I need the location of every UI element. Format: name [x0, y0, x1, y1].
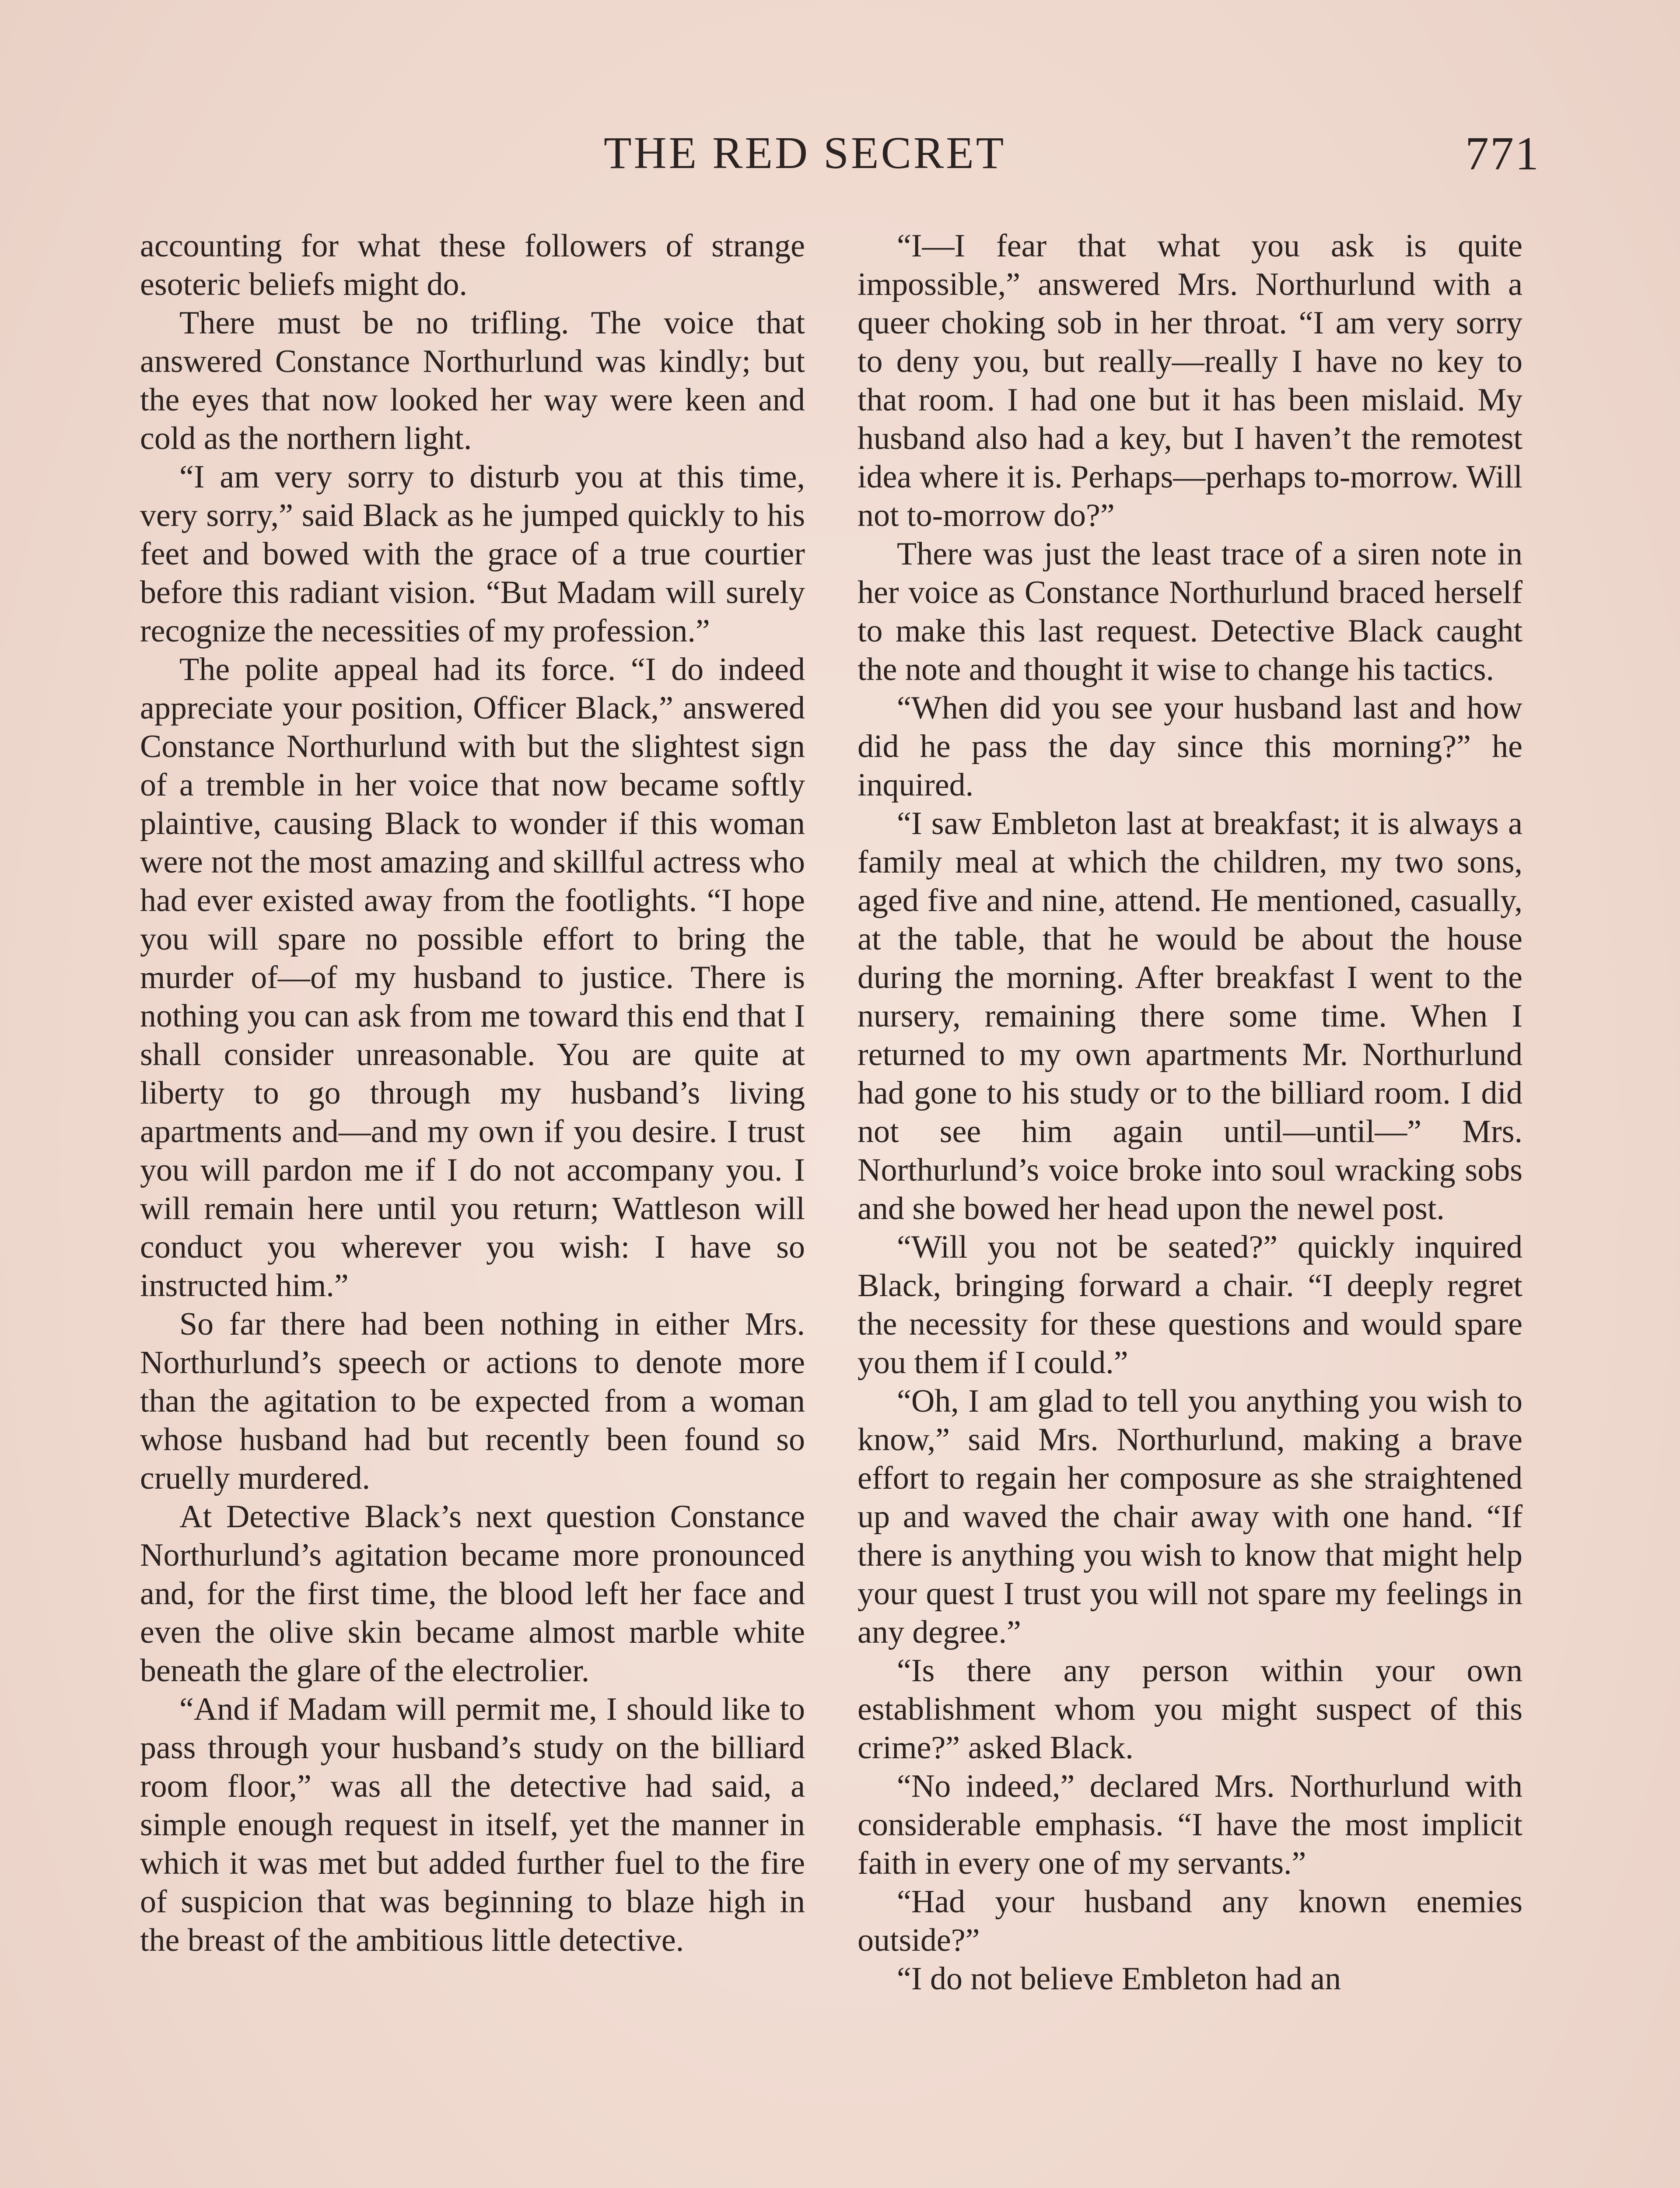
paragraph: “When did you see your husband last and how did he pass the day since this morning?” he inquired.: [858, 690, 1522, 803]
right-column: [858, 227, 1522, 1998]
paragraph: “And if Madam will permit me, I should like to pass through your husband’s study on the billiard room floor,” was all the detective had said, a simple enough request in itself, yet the manner in which it was met but added further fuel to the fire of suspicion that was beginning to blaze high in the breast of the ambitious little detective.: [140, 1691, 805, 1958]
paragraph: “I do not believe Embleton had an: [897, 1961, 1341, 1997]
paragraph: “No indeed,” declared Mrs. Northurlund with considerable emphasis. “I have the most implicit faith in every one of my servants.”: [858, 1768, 1522, 1881]
paragraph: At Detective Black’s next question Constance Northurlund’s agitation became more pronounced and, for the first time, the blood left her face and even the olive skin became almost marble white beneath the glare of the electrolier.: [140, 1499, 805, 1689]
paragraph: “Is there any person within your own establishment whom you might suspect of this crime?” asked Black.: [858, 1653, 1522, 1766]
paragraph: “Will you not be seated?” quickly inquired Black, bringing forward a chair. “I deeply regret the necessity for these questions and would spare you them if I could.”: [858, 1229, 1522, 1381]
paragraph: accounting for what these followers of strange esoteric beliefs might do.: [140, 228, 805, 302]
page-header: [131, 127, 1558, 193]
paragraph: “Had your husband any known enemies outside?”: [858, 1884, 1522, 1958]
paragraph: So far there had been nothing in either Mrs. Northurlund’s speech or actions to denote more than the agitation to be expected from a woman whose husband had but recently been found so cruelly murdered.: [140, 1306, 805, 1496]
page-number: 771: [1465, 128, 1540, 180]
paragraph: “I am very sorry to disturb you at this time, very sorry,” said Black as he jumped quickly to his feet and bowed with the grace of a true courtier before this radiant vision. “But Madam will surely recognize the necessities of my profession.”: [140, 459, 805, 649]
paragraph: The polite appeal had its force. “I do indeed appreciate your position, Officer Black,” answered Constance Northurlund with but the slightest sign of a tremble in her voice that now became softly plaintive, causing Black to wonder if this woman were not the most amazing and skillful actress who had ever existed away from the footlights. “I hope you will spare no possible effort to bring the murder of—of my husband to justice. There is nothing you can ask from me toward this end that I shall consider unreasonable. You are quite at liberty to go through my husband’s living apartments and—and my own if you desire. I trust you will pardon me if I do not accompany you. I will remain here until you return; Wattleson will conduct you wherever you wish: I have so instructed him.”: [140, 652, 805, 1304]
left-column: [140, 227, 805, 1960]
paragraph: “I—I fear that what you ask is quite impossible,” answered Mrs. Northurlund with a queer choking sob in her throat. “I am very sorry to deny you, but really—really I have no key to that room. I had one but it has been mislaid. My husband also had a key, but I haven’t the remotest idea where it is. Perhaps—perhaps to-morrow. Will not to-morrow do?”: [858, 228, 1522, 533]
paragraph: There was just the least trace of a siren note in her voice as Constance Northurlund braced herself to make this last request. Detective Black caught the note and thought it wise to change his tactics.: [858, 536, 1522, 687]
running-title: THE RED SECRET: [604, 128, 1006, 178]
paragraph: “Oh, I am glad to tell you anything you wish to know,” said Mrs. Northurlund, making a brave effort to regain her composure as she straightened up and waved the chair away with one hand. “If there is anything you wish to know that might help your quest I trust you will not spare my feelings in any degree.”: [858, 1383, 1522, 1650]
paragraph: “I saw Embleton last at breakfast; it is always a family meal at which the children, my two sons, aged five and nine, attend. He mentioned, casually, at the table, that he would be about the house during the morning. After breakfast I went to the nursery, remaining there some time. When I returned to my own apartments Mr. Northurlund had gone to his study or to the billiard room. I did not see him again until—until—” Mrs. Northurlund’s voice broke into soul wracking sobs and she bowed her head upon the newel post.: [858, 806, 1522, 1227]
paragraph: There must be no trifling. The voice that answered Constance Northurlund was kindly; but the eyes that now looked her way were keen and cold as the northern light.: [140, 305, 805, 456]
